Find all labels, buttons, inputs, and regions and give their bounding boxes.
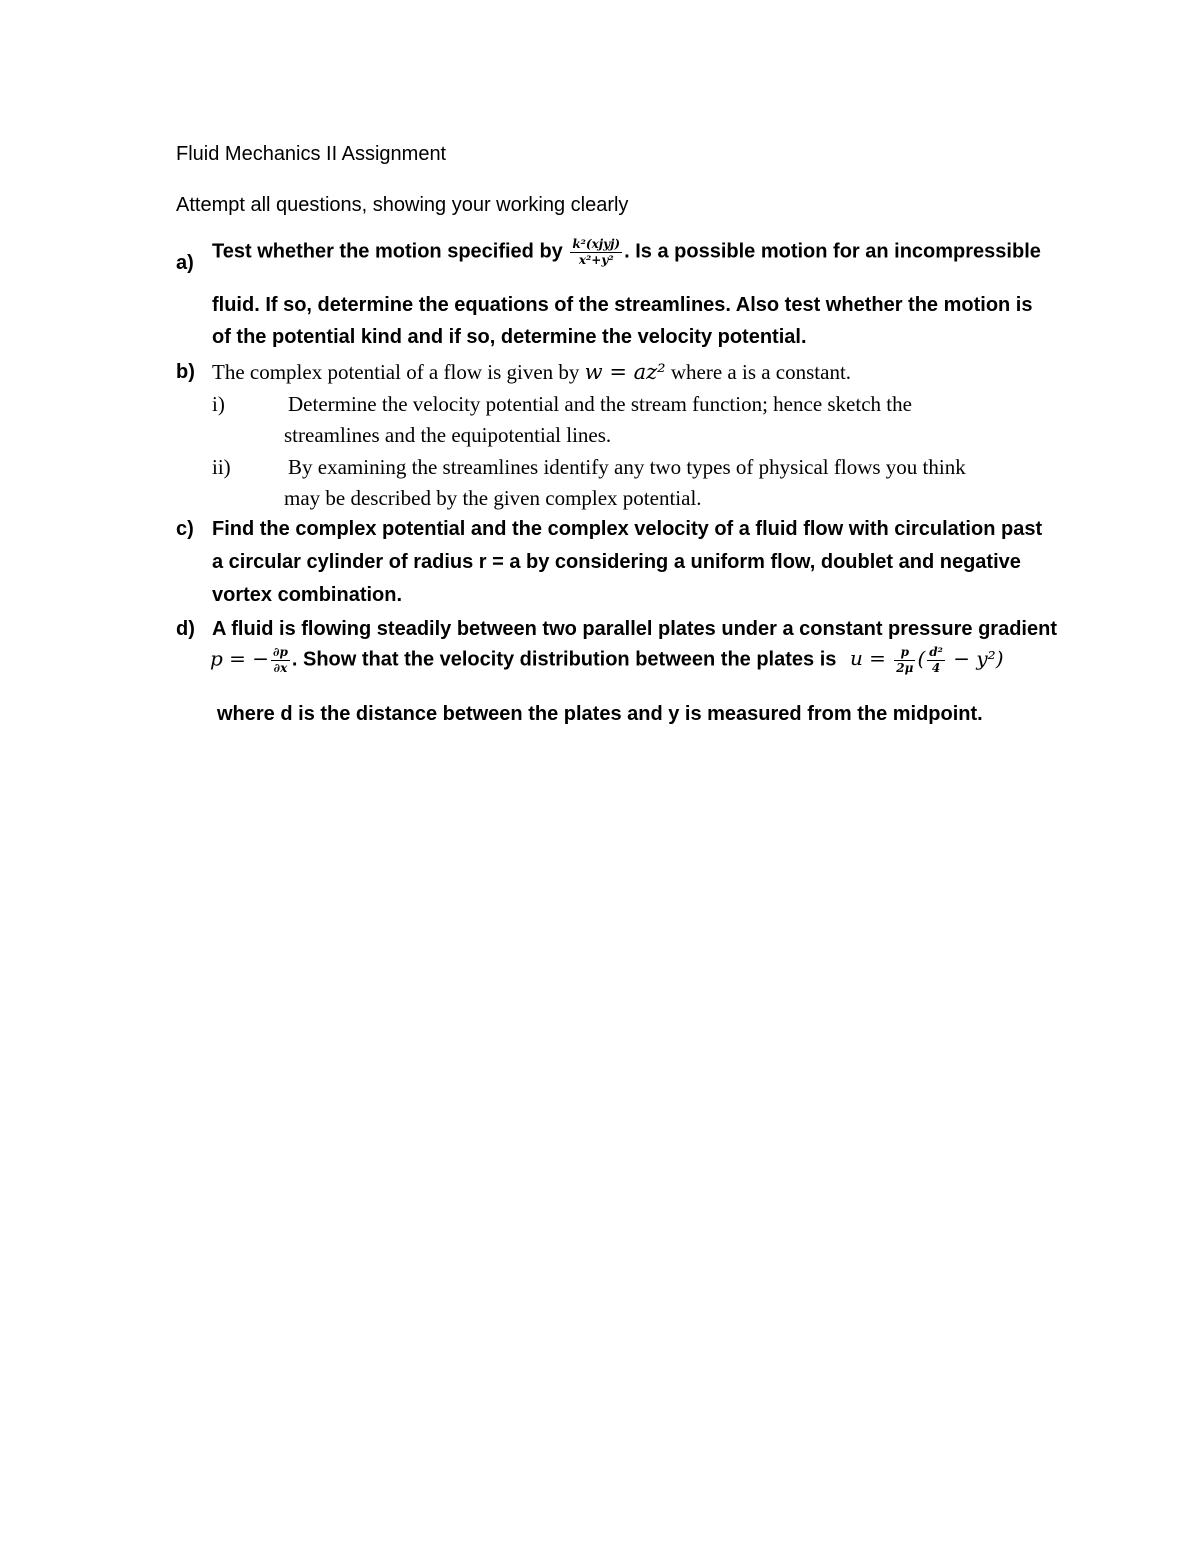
- question-b-sub-ii-line1: By examining the streamlines identify any two types of physical flows you think: [288, 455, 966, 479]
- question-c-line2: a circular cylinder of radius r = a by considering a uniform flow, doublet and negative: [212, 551, 1021, 573]
- question-d-line2-mid: . Show that the velocity distribution between the plates is: [291, 648, 842, 671]
- question-a-line1-pre: Test whether the motion specified by: [212, 240, 569, 263]
- question-d-p-lhs: p = −: [210, 646, 270, 671]
- question-b-marker: b): [176, 361, 195, 383]
- question-d-u-num: p: [894, 646, 915, 661]
- question-b-line1-pre: The complex potential of a flow is given by: [212, 360, 585, 384]
- question-d-d-den: 4: [931, 660, 941, 675]
- question-d-p-num: ∂p: [273, 645, 288, 659]
- question-a-marker: a): [176, 252, 194, 274]
- document-title: Fluid Mechanics II Assignment: [176, 143, 447, 165]
- question-d-u-lhs: u =: [849, 646, 893, 671]
- question-d-line2: [210, 646, 1004, 674]
- question-b-sub-i-marker: i): [212, 392, 225, 416]
- question-d-d-num: d²: [929, 645, 943, 659]
- question-a-fraction-num: k²(xjyj): [572, 237, 621, 251]
- question-b-sub-i-line2: streamlines and the equipotential lines.: [284, 423, 612, 447]
- question-d-d-fraction: [927, 646, 945, 674]
- question-c-line1: Find the complex potential and the complex velocity of a fluid flow with circulation past: [212, 518, 1043, 540]
- question-d-u-den: 2μ: [896, 660, 914, 675]
- question-a-line3: of the potential kind and if so, determine the velocity potential.: [212, 326, 807, 348]
- question-c-marker: c): [176, 518, 194, 540]
- question-a-line1: [212, 238, 1041, 266]
- question-a-fraction: [570, 238, 622, 266]
- question-b-line1-post: where a is a constant.: [665, 360, 852, 384]
- question-c-line3: vortex combination.: [212, 584, 403, 606]
- document-instructions: Attempt all questions, showing your working clearly: [176, 194, 629, 216]
- question-b-sub-i-line1: Determine the velocity potential and the stream function; hence sketch the: [288, 392, 912, 416]
- question-d-line1: A fluid is flowing steadily between two parallel plates under a constant pressure gradient: [212, 618, 1057, 640]
- question-d-line3: where d is the distance between the plates and y is measured from the midpoint.: [217, 703, 983, 725]
- question-a-line2: fluid. If so, determine the equations of the streamlines. Also test whether the motion is: [212, 294, 1033, 316]
- question-d-u-fraction: [894, 646, 915, 674]
- question-a-fraction-den: x²+y²: [578, 252, 614, 267]
- question-d-u-tail: − y²): [946, 646, 1004, 671]
- question-d-marker: d): [176, 618, 195, 640]
- question-d-pressure-fraction: [271, 646, 290, 674]
- question-d-p-den: ∂x: [273, 660, 288, 675]
- question-b-sub-ii-line2: may be described by the given complex potential.: [284, 486, 702, 510]
- question-b-sub-ii-marker: ii): [212, 455, 231, 479]
- question-b-line1: [212, 360, 851, 385]
- question-b-formula: w = az²: [584, 360, 666, 384]
- question-a-line1-post: . Is a possible motion for an incompressible: [624, 240, 1041, 263]
- question-d-u-open: (: [917, 646, 926, 671]
